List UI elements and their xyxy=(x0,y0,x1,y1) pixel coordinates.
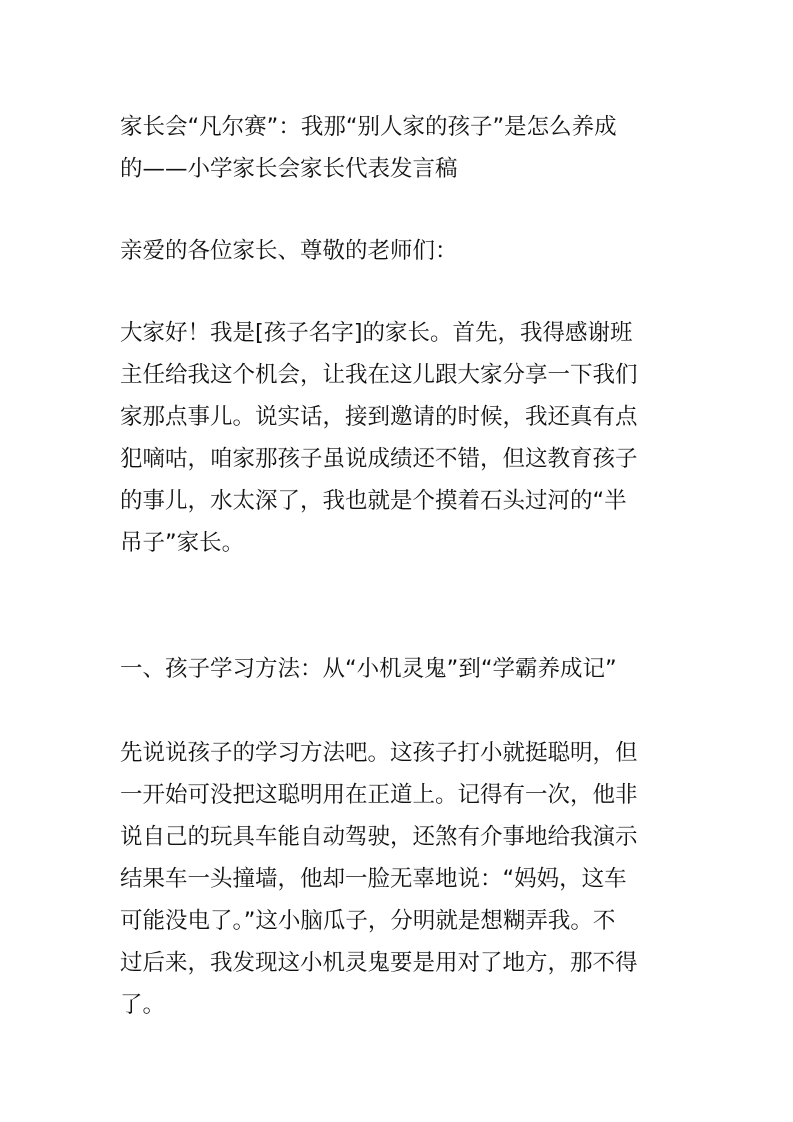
paragraph-intro xyxy=(120,312,680,564)
text-line: 先说说孩子的学习方法吧。这孩子打小就挺聪明，但 xyxy=(120,740,638,766)
text-line: 了。 xyxy=(120,992,166,1018)
section-heading: 一、孩子学习方法：从“小机灵鬼”到“学霸养成记” xyxy=(120,656,617,682)
document-title xyxy=(120,106,680,190)
text-line: 犯嘀咕，咱家那孩子虽说成绩还不错，但这教育孩子 xyxy=(120,446,638,472)
text-line: 可能没电了。”这小脑瓜子，分明就是想糊弄我。不 xyxy=(120,908,616,934)
text-line: 结果车一头撞墙，他却一脸无辜地说：“妈妈，这车 xyxy=(120,866,627,892)
text-line: 过后来，我发现这小机灵鬼要是用对了地方，那不得 xyxy=(120,950,638,976)
title-line: 的——小学家长会家长代表发言稿 xyxy=(120,156,458,182)
text-line: 大家好！我是[孩子名字]的家长。首先，我得感谢班 xyxy=(120,320,633,346)
text-line: 的事儿，水太深了，我也就是个摸着石头过河的“半 xyxy=(120,488,627,514)
text-line: 吊子”家长。 xyxy=(120,530,245,556)
paragraph-learning-method xyxy=(120,732,680,1026)
text-line: 主任给我这个机会，让我在这儿跟大家分享一下我们 xyxy=(120,362,638,388)
title-line: 家长会“凡尔赛”：我那“别人家的孩子”是怎么养成 xyxy=(120,114,617,140)
text-line: 家那点事儿。说实话，接到邀请的时候，我还真有点 xyxy=(120,404,638,430)
text-line: 一开始可没把这聪明用在正道上。记得有一次，他非 xyxy=(120,782,638,808)
text-line: 说自己的玩具车能自动驾驶，还煞有介事地给我演示 xyxy=(120,824,638,850)
salutation: 亲爱的各位家长、尊敬的老师们： xyxy=(120,238,458,264)
